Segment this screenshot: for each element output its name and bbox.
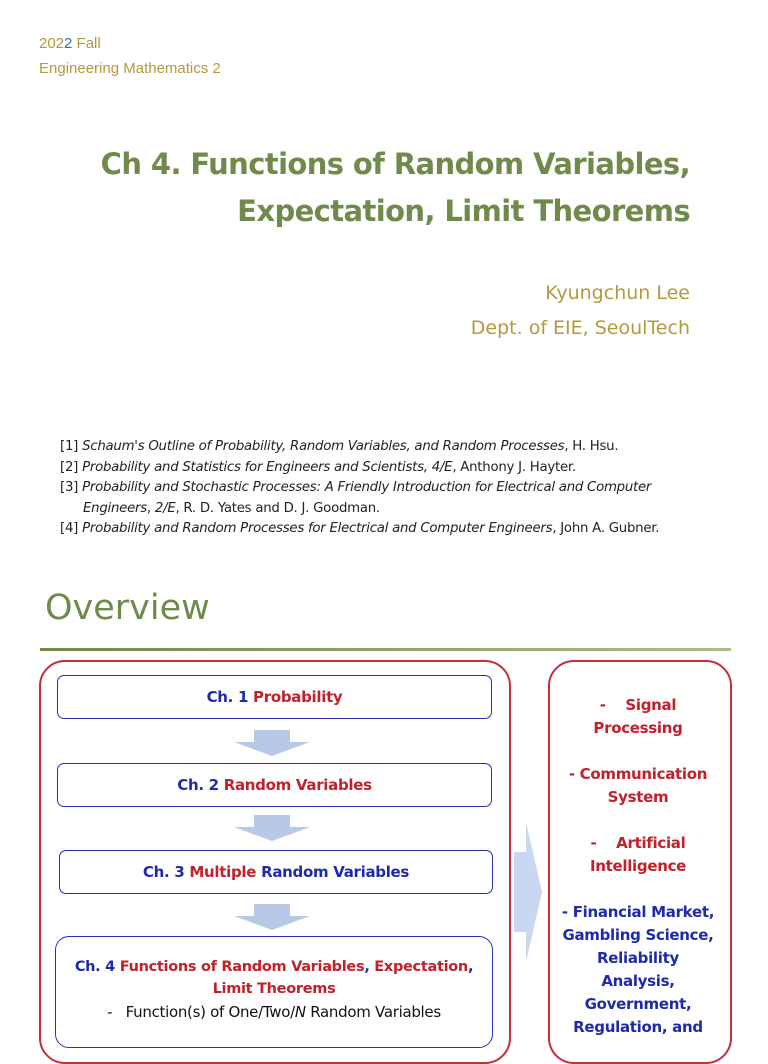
title-line-1: Ch 4. Functions of Random Variables, <box>100 147 690 181</box>
arrow-down-icon <box>234 815 310 841</box>
reference-4: [4] Probability and Random Processes for Electrical and Computer Engineers, John A. Gubner. <box>60 521 660 536</box>
author-dept: Dept. of EIE, SeoulTech <box>470 317 690 339</box>
application-communication-system: - Communication System <box>568 765 708 806</box>
year-prefix: 202 <box>39 35 65 52</box>
application-artificial-intelligence: - Artificial Intelligence <box>589 834 687 875</box>
reference-2: [2] Probability and Statistics for Engineers and Scientists, 4/E, Anthony J. Hayter. <box>60 459 576 475</box>
reference-3: [3] Probability and Stochastic Processes: A Friendly Introduction for Electrical and Computer <box>60 480 652 495</box>
arrow-down-icon <box>234 730 310 756</box>
reference-list <box>60 437 740 540</box>
chapter-1-box: Ch. 1 Probability <box>57 675 492 719</box>
reference-3-cont: Engineers, 2/E, R. D. Yates and D. J. Goodman. <box>83 500 380 516</box>
arrow-right-icon <box>514 822 542 962</box>
title-line-2: Expectation, Limit Theorems <box>237 194 690 228</box>
chapter-2-box: Ch. 2 Random Variables <box>57 763 492 807</box>
term: Fall <box>72 35 101 52</box>
chapter-3-box: Ch. 3 Multiple Random Variables <box>59 850 493 894</box>
year-digit: 2 <box>64 35 73 52</box>
arrow-down-icon <box>234 904 310 930</box>
course-name: Engineering Mathematics 2 <box>39 60 221 77</box>
overview-heading: Overview <box>45 588 210 628</box>
author-name: Kyungchun Lee <box>545 282 690 304</box>
course-term <box>39 35 101 53</box>
application-signal-processing: - Signal Processing <box>593 696 683 737</box>
heading-divider <box>40 648 731 651</box>
application-finance-list: - Financial Market, Gambling Science, Reliability Analysis, Government, Regulation, and <box>561 903 715 1036</box>
chapter-4-box: Ch. 4 Functions of Random Variables, Expectation, Limit Theorems - Function(s) of One/Two/N Random Variables <box>55 936 493 1048</box>
reference-1: [1] Schaum's Outline of Probability, Random Variables, and Random Processes, H. Hsu. <box>60 439 619 454</box>
